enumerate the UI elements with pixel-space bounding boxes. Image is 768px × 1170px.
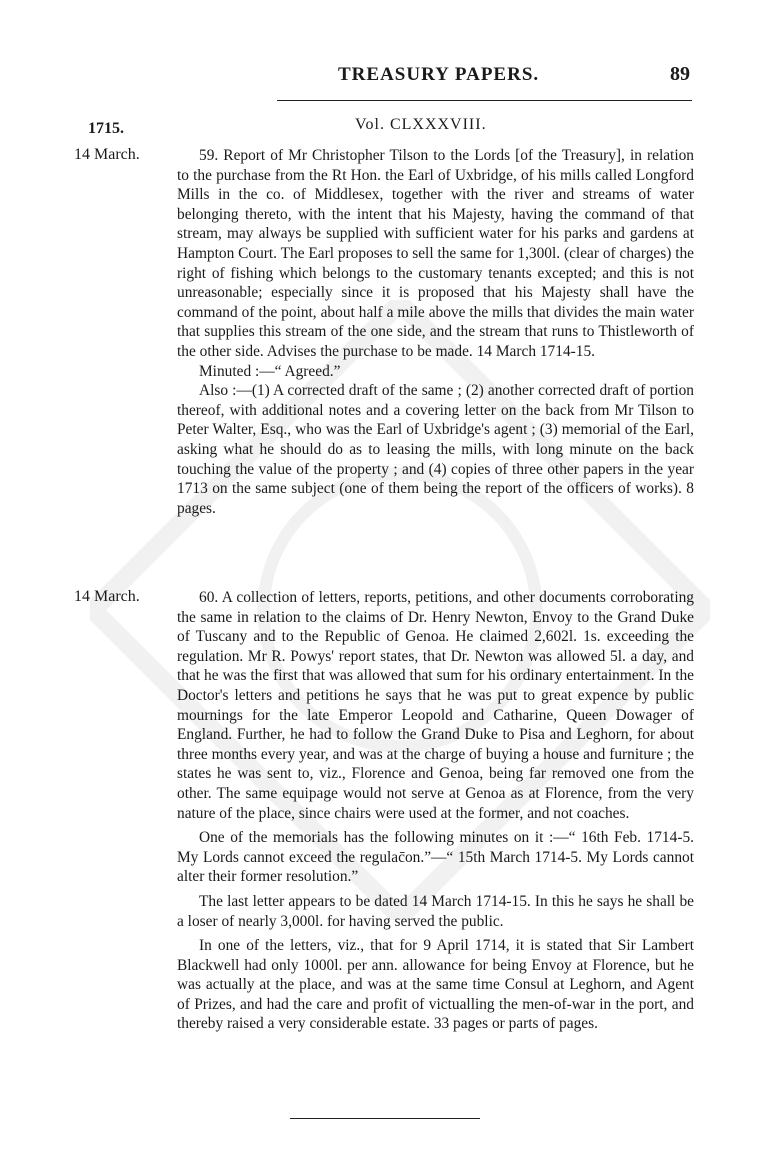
running-title: TREASURY PAPERS. [338, 64, 540, 85]
entry-paragraph: The last letter appears to be dated 14 March 1714-15. In this he says he shall be a loser of nearly 3,000l. for having served the public. [177, 892, 694, 930]
entry-date: 14 March. [74, 588, 140, 605]
page-number: 89 [670, 63, 690, 85]
header-rule [277, 100, 692, 101]
entry-59 [177, 146, 694, 518]
running-header [330, 64, 690, 94]
entry-paragraph: 59. Report of Mr Christopher Tilson to the Lords [of the Treasury], in relation to the purchase from the Rt Hon. the Earl of Uxbridge, of his mills called Longford Mills in the co. of Middlesex, together with the river and streams of water belonging thereto, with the intent that his Majesty, having the command of that stream, may always be supplied with sufficient water for his parks and gardens at Hampton Court. The Earl proposes to sell the same for 1,300l. (clear of charges) the right of fishing which belongs to the customary tenants excepted; and this is not unreasonable; especially since it is proposed that his Majesty shall have the command of the point, about half a mile above the mills that divides the main water that supplies this stream of the one side, and the stream that runs to Thistleworth of the other side. Advises the purchase to be made. 14 March 1714-15. [177, 147, 695, 360]
bottom-rule [290, 1118, 480, 1119]
entry-date: 14 March. [74, 146, 140, 163]
also-paragraph: Also :—(1) A corrected draft of the same ; (2) another corrected draft of portion thereof, with additional notes and a covering letter on the back from Mr Tilson to Peter Walter, Esq., who was the Earl of Uxbridge's agent ; (3) memorial of the Earl, asking what he should do as to leasing the mills, with long minute on the back touching the value of the property ; and (4) copies of three other papers in the year 1713 on the same subject (one of them being the report of the officers of works). 8 pages. [177, 382, 694, 517]
entry-60 [177, 588, 694, 1034]
entry-paragraph: 60. A collection of letters, reports, petitions, and other documents corroborating the same in relation to the claims of Dr. Henry Newton, Envoy to the Grand Duke of Tuscany and to the Republic of Genoa. He claimed 2,602l. 1s. exceeding the regulation. Mr R. Powys' report states, that Dr. Newton was allowed 5l. a day, and that he was the first that was allowed that sum for his ordinary entertainment. In the Doctor's letters and petitions he says that he was put to great expence by public mournings for the late Emperor Leopold and Catharine, Queen Dowager of England. Further, he had to follow the Grand Duke to Pisa and Leghorn, for about three months every year, and was at the charge of buying a house and furniture ; the states he was sent to, viz., Florence and Genoa, being far removed one from the other. The same equipage would not serve at Genoa as at Florence, from the very nature of the place, since chairs were used at the former, and not coaches. [177, 589, 694, 822]
entry-paragraph: In one of the letters, viz., that for 9 April 1714, it is stated that Sir Lambert Blackwell had only 1000l. per ann. allowance for being Envoy at Florence, but he was actually at the place, and was at the same time Consul at Leghorn, and Agent of Prizes, and had the care and profit of victualling the men-of-war in the port, and thereby raised a very considerable estate. 33 pages or parts of pages. [177, 937, 694, 1033]
minute-paragraph: One of the memorials has the following minutes on it :—“ 16th Feb. 1714-5. My Lords cannot exceed the regulac̄on.”—“ 15th March 1714-5. My Lords cannot alter their former resolution.” [177, 829, 694, 886]
minute-paragraph: Minuted :—“ Agreed.” [199, 362, 341, 380]
margin-year: 1715. [88, 120, 124, 137]
volume-heading: Vol. CLXXXVIII. [355, 116, 487, 133]
